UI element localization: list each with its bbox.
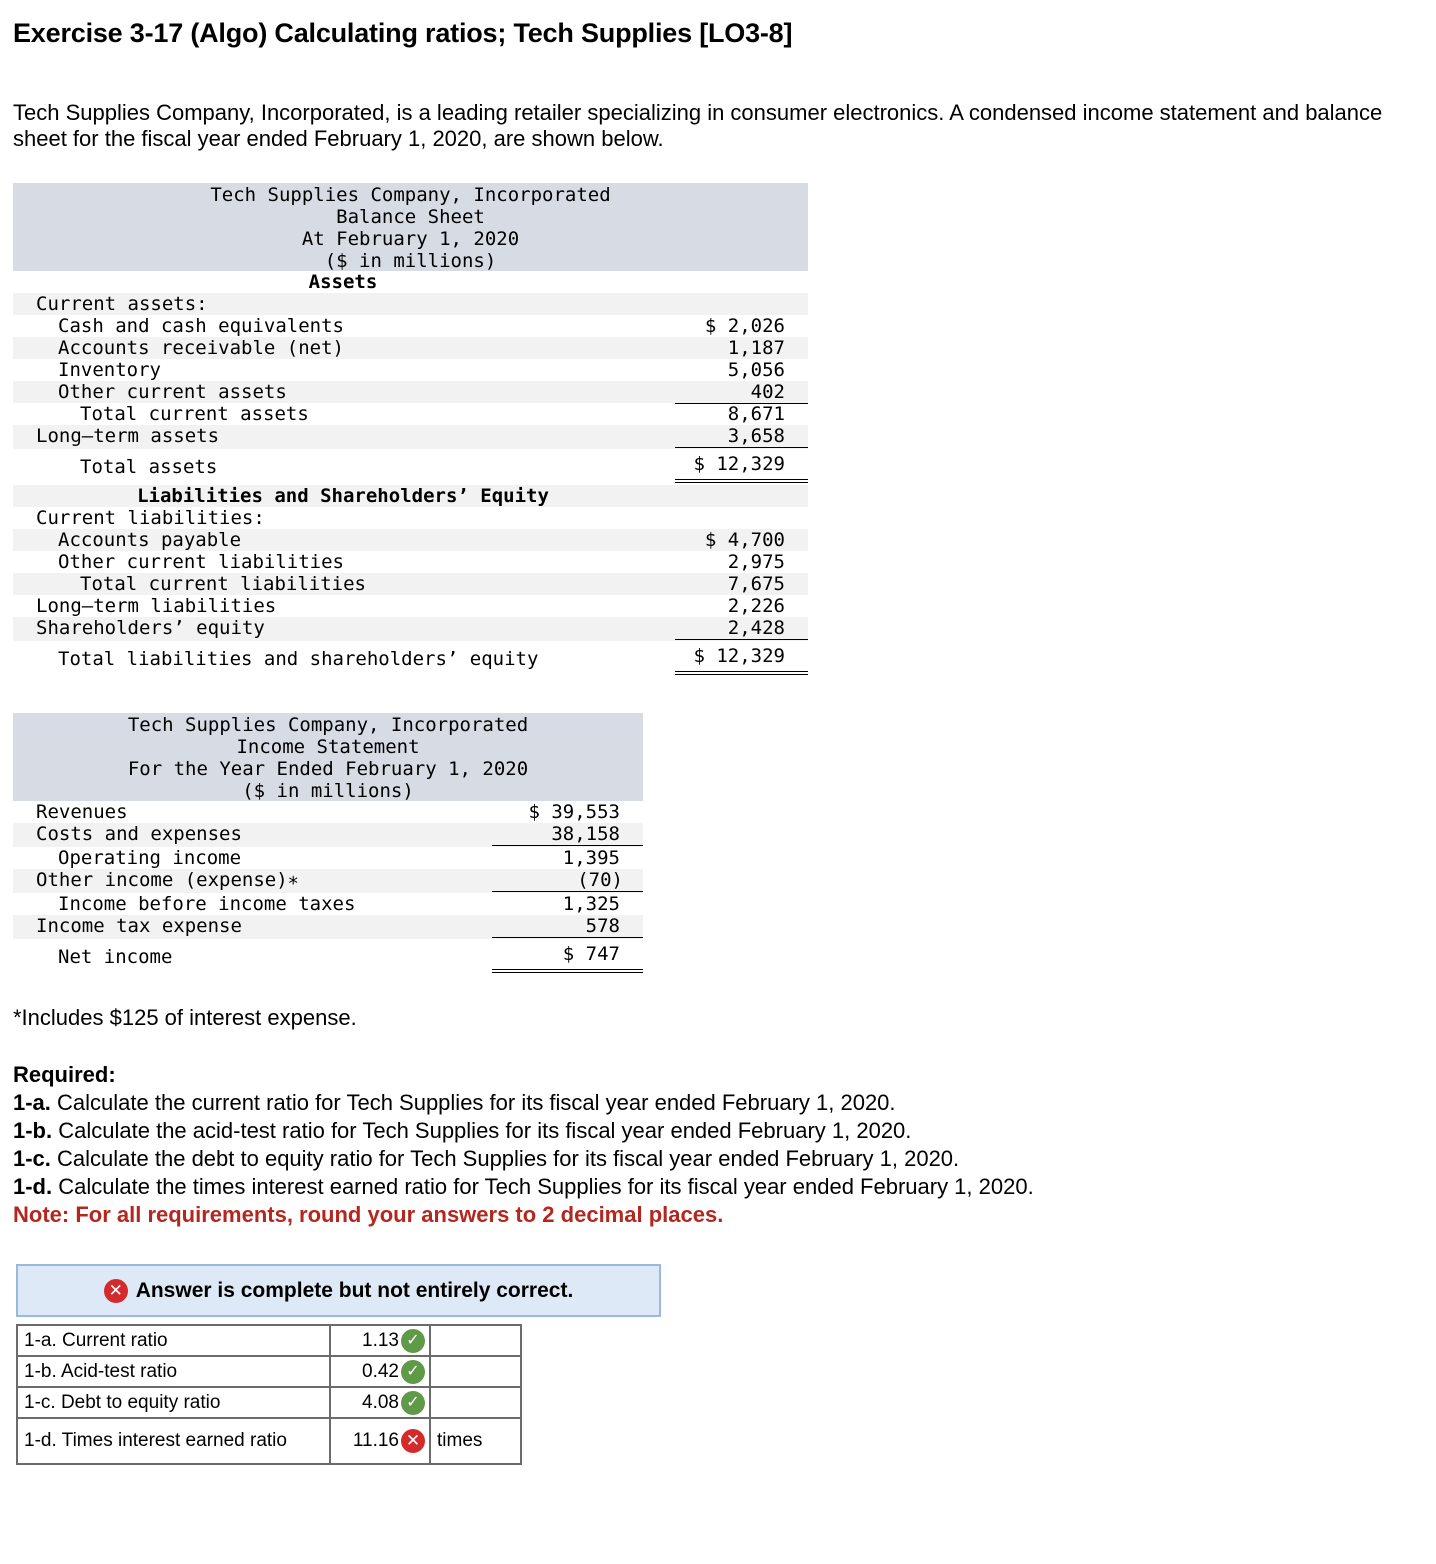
bs-statement-name: Balance Sheet: [336, 206, 485, 228]
total-le-value: $ 12,329: [693, 645, 785, 667]
ap-label: Accounts payable: [58, 529, 242, 551]
answer-unit: [430, 1387, 521, 1418]
answer-value: 11.16: [352, 1430, 399, 1451]
is-company: Tech Supplies Company, Incorporated: [127, 714, 529, 736]
op-income-label: Operating income: [58, 847, 242, 869]
other-cl-value: 2,975: [727, 551, 785, 573]
other-income-value: (70): [577, 869, 623, 891]
pretax-value: 1,325: [562, 893, 620, 915]
balance-sheet-header: [13, 183, 808, 271]
income-statement: [13, 713, 643, 975]
requirement-1c: 1-c. Calculate the debt to equity ratio for Tech Supplies for its fiscal year ended February 1, 2020.: [13, 1146, 960, 1171]
other-income-label: Other income (expense)∗: [36, 869, 300, 891]
cash-label: Cash and cash equivalents: [58, 315, 344, 337]
answer-unit: [430, 1325, 521, 1356]
lt-assets-value: 3,658: [727, 425, 785, 447]
answer-label: 1-c. Debt to equity ratio: [17, 1387, 330, 1418]
x-circle-icon: ✕: [401, 1429, 425, 1453]
answer-value: 4.08: [362, 1391, 399, 1413]
pretax-label: Income before income taxes: [58, 893, 356, 915]
equity-label: Shareholders’ equity: [36, 617, 265, 639]
other-ca-label: Other current assets: [58, 381, 287, 403]
total-assets-value: $ 12,329: [693, 453, 785, 475]
answer-row-1c: [17, 1387, 521, 1418]
answer-row-1a: [17, 1325, 521, 1356]
rounding-note: Note: For all requirements, round your answers to 2 decimal places.: [13, 1202, 724, 1227]
income-statement-header: [13, 713, 643, 801]
is-statement-name: Income Statement: [236, 736, 420, 758]
feedback-message: Answer is complete but not entirely correct.: [135, 1278, 574, 1302]
bs-date: At February 1, 2020: [301, 228, 520, 250]
current-assets-label: Current assets:: [36, 293, 208, 315]
tax-value: 578: [585, 915, 620, 937]
answer-label: 1-b. Acid-test ratio: [17, 1356, 330, 1387]
revenues-value: $ 39,553: [528, 801, 620, 823]
cash-value: $ 2,026: [704, 315, 785, 337]
current-liab-label: Current liabilities:: [36, 507, 265, 529]
liabilities-title: Liabilities and Shareholders’ Equity: [137, 485, 549, 507]
equity-value: 2,428: [727, 617, 785, 639]
tax-label: Income tax expense: [36, 915, 242, 937]
check-circle-icon: ✓: [401, 1360, 425, 1384]
net-income-value: $ 747: [562, 943, 620, 965]
lt-liab-value: 2,226: [727, 595, 785, 617]
answer-table: [16, 1324, 522, 1465]
requirement-1b: 1-b. Calculate the acid-test ratio for Tech Supplies for its fiscal year ended February 1, 2020.: [13, 1118, 912, 1143]
answer-label: 1-d. Times interest earned ratio: [17, 1418, 330, 1464]
costs-label: Costs and expenses: [36, 823, 242, 845]
answer-label: 1-a. Current ratio: [17, 1325, 330, 1356]
total-ca-value: 8,671: [727, 403, 785, 425]
check-circle-icon: ✓: [401, 1391, 425, 1415]
feedback-banner: [16, 1264, 661, 1317]
answer-row-1d: [17, 1418, 521, 1464]
requirement-1d: 1-d. Calculate the times interest earned ratio for Tech Supplies for its fiscal year ended February 1, 2020.: [13, 1174, 1034, 1199]
lt-liab-label: Long–term liabilities: [36, 595, 277, 617]
is-period: For the Year Ended February 1, 2020: [127, 758, 529, 780]
inventory-label: Inventory: [58, 359, 161, 381]
net-income-label: Net income: [58, 946, 173, 968]
answer-unit: times: [430, 1418, 521, 1464]
total-cl-value: 7,675: [727, 573, 785, 595]
answer-value: 1.13: [362, 1329, 399, 1351]
answer-cell[interactable]: [330, 1387, 430, 1418]
answer-unit: [430, 1356, 521, 1387]
intro-text: Tech Supplies Company, Incorporated, is a leading retailer specializing in consumer electronics. A condensed income statement and balance sheet for the fiscal year ended February 1, 2020, are shown below.: [13, 100, 1383, 151]
total-le-label: Total liabilities and shareholders’ equity: [58, 648, 539, 670]
bs-units: ($ in millions): [324, 250, 497, 272]
answer-value: 0.42: [362, 1360, 399, 1382]
ap-value: $ 4,700: [704, 529, 785, 551]
costs-value: 38,158: [551, 823, 620, 845]
balance-sheet: [13, 183, 808, 677]
page-title: Exercise 3-17 (Algo) Calculating ratios; Tech Supplies [LO3-8]: [13, 18, 793, 48]
total-cl-label: Total current liabilities: [80, 573, 366, 595]
assets-title: Assets: [308, 271, 378, 293]
answer-cell[interactable]: [330, 1356, 430, 1387]
inventory-value: 5,056: [727, 359, 785, 381]
x-circle-icon: ✕: [104, 1279, 128, 1303]
op-income-value: 1,395: [562, 847, 620, 869]
ar-label: Accounts receivable (net): [58, 337, 344, 359]
required-section: [13, 1061, 1034, 1229]
bs-company: Tech Supplies Company, Incorporated: [210, 184, 611, 206]
answer-cell[interactable]: [330, 1325, 430, 1356]
answer-row-1b: [17, 1356, 521, 1387]
is-units: ($ in millions): [242, 780, 414, 802]
ar-value: 1,187: [727, 337, 785, 359]
answer-cell[interactable]: [330, 1418, 430, 1464]
total-assets-label: Total assets: [80, 456, 218, 478]
other-ca-value: 402: [750, 381, 785, 403]
requirement-1a: 1-a. Calculate the current ratio for Tech Supplies for its fiscal year ended February 1, 2020.: [13, 1090, 896, 1115]
total-ca-label: Total current assets: [80, 403, 309, 425]
revenues-label: Revenues: [36, 801, 128, 823]
check-circle-icon: ✓: [401, 1329, 425, 1353]
required-heading: Required:: [13, 1062, 116, 1087]
lt-assets-label: Long–term assets: [36, 425, 220, 447]
footnote: *Includes $125 of interest expense.: [13, 1005, 357, 1030]
other-cl-label: Other current liabilities: [58, 551, 344, 573]
